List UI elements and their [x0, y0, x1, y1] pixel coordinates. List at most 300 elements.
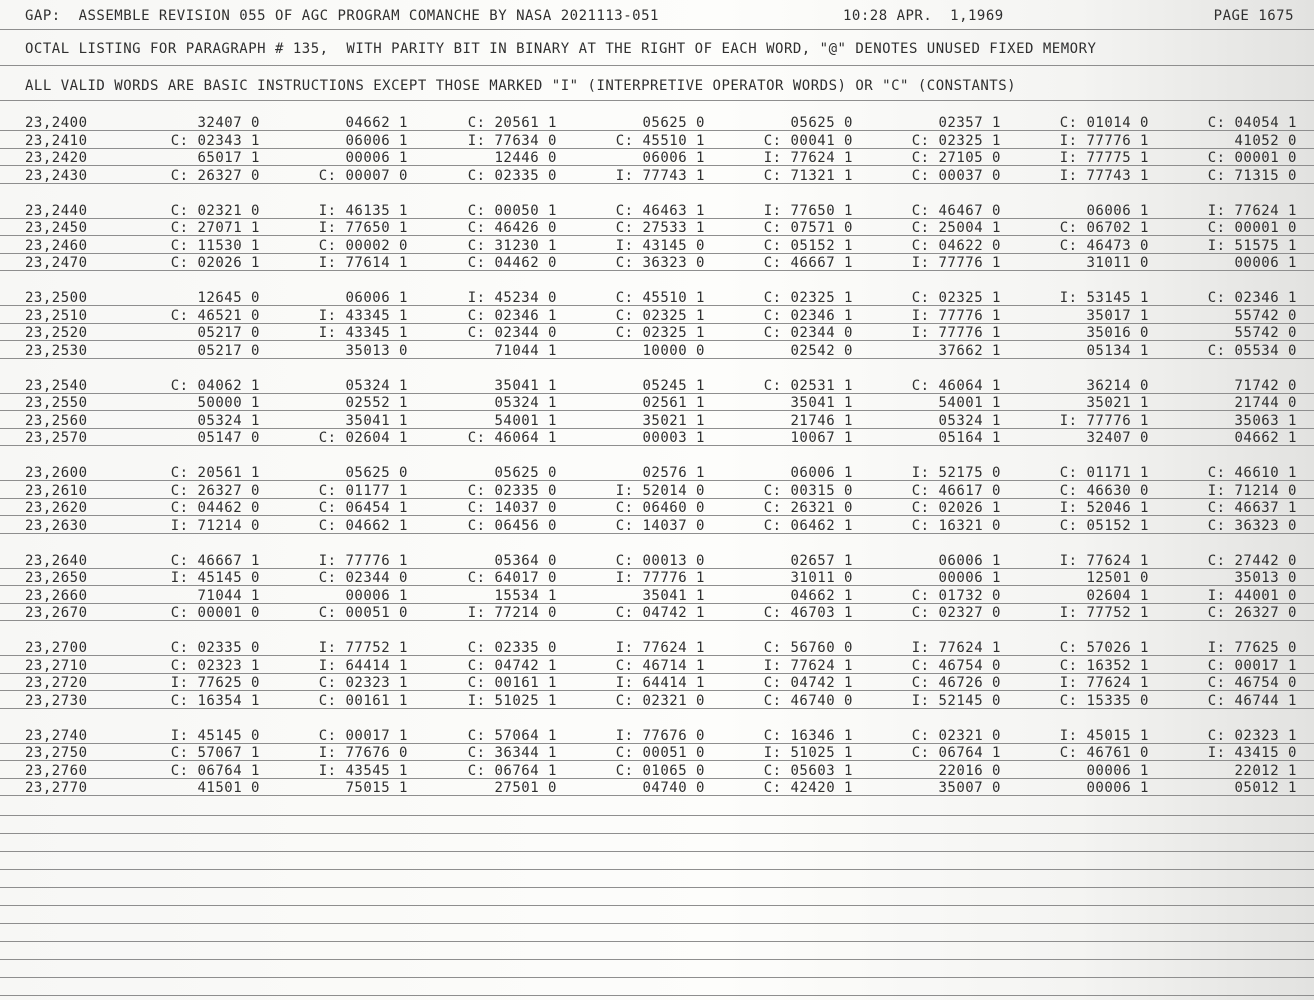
octal-word: 06006 1	[345, 290, 408, 306]
octal-word: C: 14037 0	[615, 517, 705, 534]
octal-word: 00006 1	[938, 570, 1001, 586]
row-address: 23,2600	[25, 465, 88, 481]
octal-word: 05012 1	[1234, 780, 1297, 796]
octal-word: C: 00017 1	[318, 727, 408, 744]
octal-word: C: 27533 1	[615, 220, 705, 236]
octal-word: C: 07571 0	[763, 220, 853, 236]
octal-word: 22016 0	[938, 762, 1001, 779]
octal-word: 54001 1	[494, 412, 557, 429]
listing-row	[0, 552, 1314, 570]
octal-word: C: 01171 1	[1059, 465, 1149, 481]
octal-word: C: 04662 1	[318, 517, 408, 534]
listing-row	[0, 324, 1314, 342]
octal-word: C: 46754 0	[911, 657, 1001, 674]
row-address: 23,2740	[25, 727, 88, 744]
octal-word: C: 00007 0	[318, 167, 408, 184]
octal-word: C: 02325 1	[911, 132, 1001, 149]
octal-word: I: 77776 1	[911, 325, 1001, 341]
listing-row	[0, 237, 1314, 255]
octal-word: 00006 1	[1086, 762, 1149, 779]
octal-word: I: 77650 1	[763, 202, 853, 219]
assembly-timestamp: 10:28 APR. 1,1969	[843, 8, 1004, 24]
row-address: 23,2650	[25, 570, 88, 586]
listing-row	[0, 202, 1314, 220]
octal-word: I: 45145 0	[170, 570, 260, 586]
octal-word: C: 25004 1	[911, 220, 1001, 236]
octal-word: 05625 0	[790, 115, 853, 131]
octal-word: C: 02344 0	[467, 325, 557, 341]
octal-word: C: 00161 1	[467, 675, 557, 691]
paper-rule-line	[0, 995, 1314, 996]
octal-word: 75015 1	[345, 780, 408, 796]
listing-row	[0, 377, 1314, 395]
octal-word: I: 44001 0	[1207, 587, 1297, 604]
row-address: 23,2430	[25, 167, 88, 184]
listing-note: ALL VALID WORDS ARE BASIC INSTRUCTIONS EXCEPT THOSE MARKED "I" (INTERPRETIVE OPERATOR WORDS) OR "C" (CONSTANTS)	[25, 78, 1017, 94]
listing-row	[0, 604, 1314, 622]
page-number: PAGE 1675	[1213, 8, 1294, 24]
listing-row	[0, 674, 1314, 692]
octal-word: C: 02323 1	[170, 657, 260, 674]
octal-word: I: 51025 1	[763, 745, 853, 761]
octal-word: 04662 1	[1234, 430, 1297, 446]
octal-word: I: 51575 1	[1207, 237, 1297, 254]
row-address: 23,2760	[25, 762, 88, 779]
octal-word: I: 43345 1	[318, 307, 408, 324]
octal-word: C: 16352 1	[1059, 657, 1149, 674]
octal-word: C: 14037 0	[467, 500, 557, 516]
octal-word: I: 43545 1	[318, 762, 408, 779]
octal-word: C: 46703 1	[763, 605, 853, 621]
paper-rule-line	[0, 65, 1314, 66]
octal-word: 06006 1	[345, 132, 408, 149]
octal-word: C: 36323 0	[615, 255, 705, 271]
row-address: 23,2520	[25, 325, 88, 341]
octal-word: 05324 1	[197, 412, 260, 429]
octal-word: C: 04742 1	[763, 675, 853, 691]
octal-word: C: 00050 1	[467, 202, 557, 219]
octal-word: C: 11530 1	[170, 237, 260, 254]
octal-word: C: 46744 1	[1207, 692, 1297, 709]
octal-word: I: 77776 1	[1059, 412, 1149, 429]
listing-row	[0, 587, 1314, 605]
octal-word: 15534 1	[494, 587, 557, 604]
octal-word: C: 00017 1	[1207, 657, 1297, 674]
octal-word: I: 71214 0	[1207, 482, 1297, 499]
listing-subtitle: OCTAL LISTING FOR PARAGRAPH # 135, WITH PARITY BIT IN BINARY AT THE RIGHT OF EACH WORD, "@" DENOTES UNUSED FIXED MEMORY	[25, 41, 1097, 57]
octal-word: C: 04742 1	[467, 657, 557, 674]
octal-word: 35041 1	[494, 377, 557, 394]
octal-word: I: 53145 1	[1059, 290, 1149, 306]
listing-row	[0, 464, 1314, 482]
octal-word: 12446 0	[494, 150, 557, 166]
octal-word: I: 77776 1	[318, 552, 408, 569]
octal-word: I: 77776 1	[1059, 132, 1149, 149]
paper-rule-line	[0, 887, 1314, 888]
octal-word: 05164 1	[938, 430, 1001, 446]
octal-word: 00006 1	[345, 150, 408, 166]
row-address: 23,2440	[25, 202, 88, 219]
octal-word: C: 02343 1	[170, 132, 260, 149]
octal-word: I: 64414 1	[318, 657, 408, 674]
octal-word: C: 57067 1	[170, 745, 260, 761]
octal-word: C: 16354 1	[170, 692, 260, 709]
octal-word: 02552 1	[345, 395, 408, 411]
octal-word: I: 52145 0	[911, 692, 1001, 709]
octal-word: I: 77625 0	[170, 675, 260, 691]
octal-word: 05324 1	[938, 412, 1001, 429]
octal-word: 06006 1	[790, 465, 853, 481]
octal-word: C: 57026 1	[1059, 640, 1149, 656]
octal-word: 02657 1	[790, 552, 853, 569]
octal-word: C: 46637 1	[1207, 500, 1297, 516]
octal-word: C: 00001 0	[1207, 220, 1297, 236]
octal-word: C: 00161 1	[318, 692, 408, 709]
octal-word: 35063 1	[1234, 412, 1297, 429]
octal-word: 05324 1	[345, 377, 408, 394]
octal-word: 37662 1	[938, 342, 1001, 359]
octal-word: C: 46473 0	[1059, 237, 1149, 254]
octal-word: 54001 1	[938, 395, 1001, 411]
listing-row	[0, 482, 1314, 500]
octal-word: 06006 1	[938, 552, 1001, 569]
octal-word: C: 04054 1	[1207, 115, 1297, 131]
octal-word: C: 26327 0	[170, 482, 260, 499]
octal-word: 10067 1	[790, 430, 853, 446]
octal-word: 05625 0	[345, 465, 408, 481]
octal-word: C: 64017 0	[467, 570, 557, 586]
octal-word: C: 05534 0	[1207, 342, 1297, 359]
listing-row	[0, 657, 1314, 675]
octal-word: I: 77634 0	[467, 132, 557, 149]
octal-word: I: 52175 0	[911, 465, 1001, 481]
octal-word: C: 27071 1	[170, 220, 260, 236]
octal-word: I: 77743 1	[615, 167, 705, 184]
octal-word: I: 43345 1	[318, 325, 408, 341]
octal-word: C: 00051 0	[318, 605, 408, 621]
octal-word: C: 46426 0	[467, 220, 557, 236]
octal-word: 22012 1	[1234, 762, 1297, 779]
octal-word: 32407 0	[197, 115, 260, 131]
octal-word: C: 16346 1	[763, 727, 853, 744]
octal-word: 05217 0	[197, 325, 260, 341]
row-address: 23,2470	[25, 255, 88, 271]
octal-word: I: 77676 0	[615, 727, 705, 744]
listing-row	[0, 132, 1314, 150]
octal-word: C: 26327 0	[1207, 605, 1297, 621]
octal-word: 12501 0	[1086, 570, 1149, 586]
row-address: 23,2730	[25, 692, 88, 709]
octal-word: C: 00002 0	[318, 237, 408, 254]
octal-word: 00006 1	[345, 587, 408, 604]
octal-word: C: 06454 1	[318, 500, 408, 516]
octal-word: I: 77752 1	[318, 640, 408, 656]
octal-word: 31011 0	[790, 570, 853, 586]
octal-word: C: 02335 0	[467, 167, 557, 184]
octal-word: C: 46064 1	[911, 377, 1001, 394]
octal-word: 36214 0	[1086, 377, 1149, 394]
octal-word: C: 46521 0	[170, 307, 260, 324]
octal-word: C: 02325 1	[911, 290, 1001, 306]
octal-word: C: 02346 1	[467, 307, 557, 324]
row-address: 23,2700	[25, 640, 88, 656]
octal-word: C: 45510 1	[615, 290, 705, 306]
octal-word: C: 57064 1	[467, 727, 557, 744]
octal-word: C: 26321 0	[763, 500, 853, 516]
octal-word: 12645 0	[197, 290, 260, 306]
octal-word: C: 46610 1	[1207, 465, 1297, 481]
octal-word: C: 01732 0	[911, 587, 1001, 604]
octal-word: C: 46667 1	[170, 552, 260, 569]
octal-word: C: 56760 0	[763, 640, 853, 656]
octal-word: C: 02604 1	[318, 430, 408, 446]
listing-row	[0, 167, 1314, 185]
listing-row	[0, 517, 1314, 535]
octal-word: C: 45510 1	[615, 132, 705, 149]
octal-word: C: 46761 0	[1059, 745, 1149, 761]
row-address: 23,2410	[25, 132, 88, 149]
octal-word: 35016 0	[1086, 325, 1149, 341]
octal-word: 21746 1	[790, 412, 853, 429]
octal-word: C: 05603 1	[763, 762, 853, 779]
octal-word: C: 00315 0	[763, 482, 853, 499]
octal-word: C: 02325 1	[763, 290, 853, 306]
row-address: 23,2670	[25, 605, 88, 621]
paper-rule-line	[0, 100, 1314, 101]
octal-word: I: 77676 0	[318, 745, 408, 761]
octal-word: C: 20561 1	[467, 115, 557, 131]
octal-word: 27501 0	[494, 780, 557, 796]
row-address: 23,2630	[25, 517, 88, 534]
row-address: 23,2540	[25, 377, 88, 394]
octal-word: C: 27105 0	[911, 150, 1001, 166]
row-address: 23,2420	[25, 150, 88, 166]
octal-word: 06006 1	[1086, 202, 1149, 219]
octal-word: I: 77624 1	[1059, 675, 1149, 691]
octal-word: 35041 1	[345, 412, 408, 429]
octal-word: C: 46463 1	[615, 202, 705, 219]
octal-word: C: 04462 0	[170, 500, 260, 516]
octal-word: 55742 0	[1234, 325, 1297, 341]
octal-word: I: 77776 1	[911, 307, 1001, 324]
octal-word: 21744 0	[1234, 395, 1297, 411]
octal-word: C: 46726 0	[911, 675, 1001, 691]
row-address: 23,2510	[25, 307, 88, 324]
octal-word: C: 36344 1	[467, 745, 557, 761]
octal-word: 41501 0	[197, 780, 260, 796]
octal-word: 35041 1	[642, 587, 705, 604]
octal-word: 35013 0	[1234, 570, 1297, 586]
octal-word: 35021 1	[642, 412, 705, 429]
octal-word: I: 71214 0	[170, 517, 260, 534]
octal-word: 65017 1	[197, 150, 260, 166]
octal-word: C: 36323 0	[1207, 517, 1297, 534]
octal-word: C: 46467 0	[911, 202, 1001, 219]
octal-word: I: 77624 1	[763, 657, 853, 674]
octal-word: I: 77776 1	[615, 570, 705, 586]
octal-word: C: 01177 1	[318, 482, 408, 499]
octal-word: C: 02323 1	[1207, 727, 1297, 744]
paper-rule-line	[0, 869, 1314, 870]
octal-word: 35041 1	[790, 395, 853, 411]
paper-rule-line	[0, 923, 1314, 924]
listing-row	[0, 762, 1314, 780]
octal-word: 35007 0	[938, 780, 1001, 796]
row-address: 23,2620	[25, 500, 88, 516]
octal-word: C: 27442 0	[1207, 552, 1297, 569]
octal-word: C: 06702 1	[1059, 220, 1149, 236]
octal-word: C: 00001 0	[170, 605, 260, 621]
octal-word: C: 02321 0	[615, 692, 705, 709]
octal-word: I: 45234 0	[467, 290, 557, 306]
octal-word: C: 02344 0	[763, 325, 853, 341]
octal-word: C: 06460 0	[615, 500, 705, 516]
octal-word: C: 46667 1	[763, 255, 853, 271]
listing-row	[0, 744, 1314, 762]
listing-row	[0, 429, 1314, 447]
octal-word: C: 46754 0	[1207, 675, 1297, 691]
listing-row	[0, 692, 1314, 710]
octal-word: C: 71315 0	[1207, 167, 1297, 184]
octal-word: C: 46064 1	[467, 430, 557, 446]
octal-word: 05625 0	[642, 115, 705, 131]
octal-word: I: 45145 0	[170, 727, 260, 744]
assembly-header: GAP: ASSEMBLE REVISION 055 OF AGC PROGRAM COMANCHE BY NASA 2021113-051	[25, 8, 659, 24]
listing-row	[0, 289, 1314, 307]
octal-word: 04662 1	[790, 587, 853, 604]
octal-word: I: 77625 0	[1207, 640, 1297, 656]
row-address: 23,2560	[25, 412, 88, 429]
octal-word: C: 02321 0	[170, 202, 260, 219]
row-address: 23,2500	[25, 290, 88, 306]
row-address: 23,2460	[25, 237, 88, 254]
octal-word: C: 06764 1	[911, 745, 1001, 761]
octal-word: C: 02321 0	[911, 727, 1001, 744]
octal-word: 02357 1	[938, 115, 1001, 131]
octal-word: C: 20561 1	[170, 465, 260, 481]
octal-word: C: 00041 0	[763, 132, 853, 149]
octal-word: 04740 0	[642, 780, 705, 796]
row-address: 23,2450	[25, 220, 88, 236]
listing-row	[0, 149, 1314, 167]
octal-word: C: 46740 0	[763, 692, 853, 709]
octal-word: C: 02323 1	[318, 675, 408, 691]
octal-word: 41052 0	[1234, 132, 1297, 149]
octal-word: 35021 1	[1086, 395, 1149, 411]
octal-word: C: 15335 0	[1059, 692, 1149, 709]
octal-word: C: 02335 0	[170, 640, 260, 656]
octal-word: 55742 0	[1234, 307, 1297, 324]
octal-word: 05147 0	[197, 430, 260, 446]
octal-word: C: 01014 0	[1059, 115, 1149, 131]
octal-word: C: 71321 1	[763, 167, 853, 184]
paper-rule-line	[0, 977, 1314, 978]
octal-word: I: 51025 1	[467, 692, 557, 709]
octal-word: 00006 1	[1086, 780, 1149, 796]
listing-row	[0, 412, 1314, 430]
octal-word: 02542 0	[790, 342, 853, 359]
paper-rule-line	[0, 851, 1314, 852]
octal-word: I: 77752 1	[1059, 605, 1149, 621]
paper-rule-line	[0, 815, 1314, 816]
listing-row	[0, 779, 1314, 797]
octal-word: C: 31230 1	[467, 237, 557, 254]
octal-word: C: 42420 1	[763, 780, 853, 796]
octal-word: I: 52014 0	[615, 482, 705, 499]
octal-word: 71044 1	[494, 342, 557, 359]
listing-row	[0, 114, 1314, 132]
paper-rule-line	[0, 29, 1314, 30]
octal-word: C: 04062 1	[170, 377, 260, 394]
octal-word: C: 04462 0	[467, 255, 557, 271]
octal-word: I: 52046 1	[1059, 500, 1149, 516]
listing-row	[0, 219, 1314, 237]
octal-word: 31011 0	[1086, 255, 1149, 271]
octal-word: 02576 1	[642, 465, 705, 481]
octal-word: C: 00051 0	[615, 745, 705, 761]
octal-word: 05625 0	[494, 465, 557, 481]
listing-row	[0, 254, 1314, 272]
octal-word: I: 77624 1	[1059, 552, 1149, 569]
paper-rule-line	[0, 941, 1314, 942]
row-address: 23,2710	[25, 657, 88, 674]
row-address: 23,2530	[25, 342, 88, 359]
octal-word: I: 77624 1	[911, 640, 1001, 656]
octal-word: C: 05152 1	[763, 237, 853, 254]
octal-word: I: 45015 1	[1059, 727, 1149, 744]
octal-word: 02604 1	[1086, 587, 1149, 604]
octal-word: 05324 1	[494, 395, 557, 411]
octal-word: 04662 1	[345, 115, 408, 131]
octal-word: 05364 0	[494, 552, 557, 569]
octal-word: C: 02531 1	[763, 377, 853, 394]
octal-word: C: 05152 1	[1059, 517, 1149, 534]
octal-word: I: 77776 1	[911, 255, 1001, 271]
octal-word: C: 02335 0	[467, 482, 557, 499]
row-address: 23,2720	[25, 675, 88, 691]
octal-word: C: 06764 1	[467, 762, 557, 779]
octal-word: I: 77614 1	[318, 255, 408, 271]
octal-word: C: 04622 0	[911, 237, 1001, 254]
octal-word: C: 02026 1	[911, 500, 1001, 516]
octal-word: C: 06764 1	[170, 762, 260, 779]
paper-rule-line	[0, 905, 1314, 906]
octal-word: I: 64414 1	[615, 675, 705, 691]
octal-word: I: 77214 0	[467, 605, 557, 621]
octal-word: C: 06462 1	[763, 517, 853, 534]
octal-word: C: 04742 1	[615, 605, 705, 621]
octal-word: 35013 0	[345, 342, 408, 359]
octal-word: C: 02325 1	[615, 325, 705, 341]
octal-word: C: 02346 1	[763, 307, 853, 324]
octal-word: 71044 1	[197, 587, 260, 604]
octal-word: 50000 1	[197, 395, 260, 411]
octal-word: 05134 1	[1086, 342, 1149, 359]
octal-word: I: 43415 0	[1207, 745, 1297, 761]
octal-word: C: 16321 0	[911, 517, 1001, 534]
listing-row	[0, 342, 1314, 360]
octal-word: I: 43145 0	[615, 237, 705, 254]
octal-word: C: 00013 0	[615, 552, 705, 569]
octal-word: 06006 1	[642, 150, 705, 166]
octal-word: C: 26327 0	[170, 167, 260, 184]
octal-word: I: 77775 1	[1059, 150, 1149, 166]
listing-row	[0, 569, 1314, 587]
listing-row	[0, 499, 1314, 517]
listing-row	[0, 727, 1314, 745]
octal-word: I: 77624 1	[615, 640, 705, 656]
row-address: 23,2750	[25, 745, 88, 761]
